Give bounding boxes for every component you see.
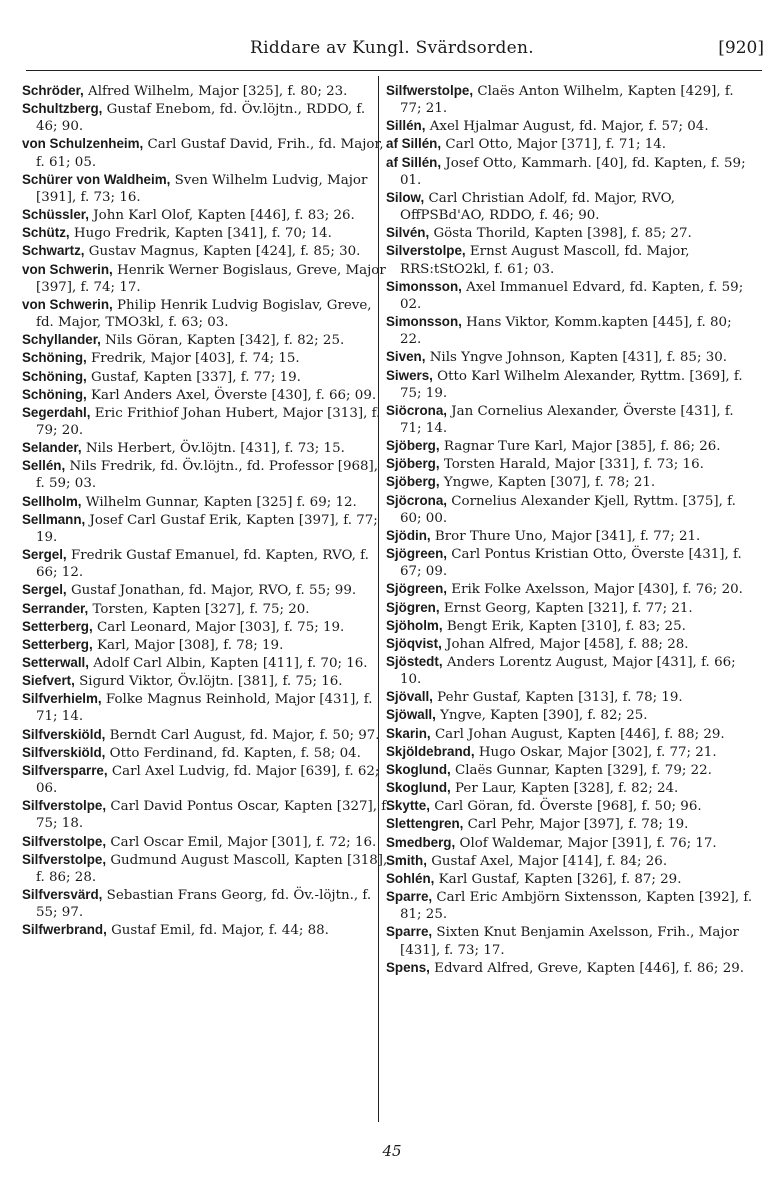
register-entry bbox=[386, 653, 754, 688]
register-entry bbox=[386, 117, 754, 135]
entry-details: John Karl Olof, Kapten [446], f. 83; 26. bbox=[93, 208, 355, 224]
entry-details: Gustaf Jonathan, fd. Major, RVO, f. 55; 99. bbox=[70, 583, 357, 599]
register-entry bbox=[386, 761, 754, 779]
running-title: Riddare av Kungl. Svärdsorden. bbox=[250, 38, 534, 58]
entry-surname: Schöning, bbox=[22, 386, 87, 402]
register-entry bbox=[386, 834, 754, 852]
entry-details: Ernst Georg, Kapten [321], f. 77; 21. bbox=[443, 600, 693, 616]
entry-surname: Silfverskiöld, bbox=[22, 726, 106, 742]
entry-surname: Sjöholm, bbox=[386, 617, 443, 633]
entry-details: Nils Herbert, Öv.löjtn. [431], f. 73; 15. bbox=[85, 441, 345, 457]
entry-details: Sebastian Frans Georg, fd. Öv.-löjtn., f. 55; 97. bbox=[36, 888, 372, 921]
register-entry bbox=[22, 511, 390, 546]
register-entry bbox=[22, 296, 390, 331]
entry-details: Carl Christian Adolf, fd. Major, RVO, OffPSBd'AO, RDDO, f. 46; 90. bbox=[400, 190, 676, 224]
entry-details: Cornelius Alexander Kjell, Ryttm. [375], f. 60; 00. bbox=[400, 493, 736, 526]
entry-surname: af Sillén, bbox=[386, 136, 442, 152]
entry-surname: Sparre, bbox=[386, 889, 433, 905]
entry-surname: Sergel, bbox=[22, 582, 67, 598]
entry-surname: Sjögren, bbox=[386, 599, 440, 615]
register-entry bbox=[22, 386, 390, 404]
entry-surname: Sjöqvist, bbox=[386, 635, 442, 651]
entry-surname: Silvén, bbox=[386, 225, 430, 241]
entry-surname: von Schwerin, bbox=[22, 261, 113, 277]
entry-surname: von Schulzenheim, bbox=[22, 136, 144, 152]
register-entry bbox=[22, 762, 390, 797]
register-entry bbox=[22, 744, 390, 762]
register-entry bbox=[386, 437, 754, 455]
entry-surname: Sjögreen, bbox=[386, 581, 448, 597]
register-entry bbox=[22, 242, 390, 260]
register-entry bbox=[386, 135, 754, 153]
left-column bbox=[22, 82, 390, 940]
entry-details: Olof Waldemar, Major [391], f. 76; 17. bbox=[459, 835, 717, 851]
entry-details: Karl Gustaf, Kapten [326], f. 87; 29. bbox=[438, 871, 682, 887]
register-entry bbox=[386, 313, 754, 348]
entry-details: Yngwe, Kapten [307], f. 78; 21. bbox=[443, 475, 656, 491]
entry-details: Gustaf, Kapten [337], f. 77; 19. bbox=[90, 369, 301, 385]
register-entry bbox=[22, 672, 390, 690]
register-entry bbox=[22, 331, 390, 349]
register-entry bbox=[386, 545, 754, 580]
right-column bbox=[386, 82, 754, 977]
entry-details: Otto Karl Wilhelm Alexander, Ryttm. [369], f. 75; 19. bbox=[400, 368, 743, 401]
register-entry bbox=[386, 888, 754, 923]
register-entry bbox=[22, 171, 390, 206]
entry-details: Johan Alfred, Major [458], f. 88; 28. bbox=[446, 636, 689, 652]
entry-surname: Skoglund, bbox=[386, 780, 451, 796]
entry-details: Gustaf Emil, fd. Major, f. 44; 88. bbox=[111, 923, 329, 939]
register-entry bbox=[22, 921, 390, 939]
entry-details: Berndt Carl August, fd. Major, f. 50; 97. bbox=[109, 727, 380, 743]
entry-surname: Sjövall, bbox=[386, 689, 433, 705]
entry-surname: Serrander, bbox=[22, 600, 89, 616]
register-entry bbox=[22, 206, 390, 224]
entry-details: Gustaf Enebom, fd. Öv.löjtn., RDDO, f. 46; 90. bbox=[36, 102, 366, 135]
entry-surname: Skarin, bbox=[386, 725, 431, 741]
entry-surname: Silfwerbrand, bbox=[22, 922, 107, 938]
entry-details: Pehr Gustaf, Kapten [313], f. 78; 19. bbox=[437, 690, 683, 706]
entry-details: Carl Pehr, Major [397], f. 78; 19. bbox=[467, 817, 689, 833]
register-entry bbox=[22, 82, 390, 100]
entry-surname: Setterberg, bbox=[22, 636, 93, 652]
entry-details: Ragnar Ture Karl, Major [385], f. 86; 26. bbox=[443, 439, 721, 455]
register-entry bbox=[386, 870, 754, 888]
register-entry bbox=[22, 135, 390, 170]
register-entry bbox=[22, 600, 390, 618]
entry-surname: Smith, bbox=[386, 852, 427, 868]
register-entry bbox=[22, 618, 390, 636]
entry-surname: Simonsson, bbox=[386, 278, 462, 294]
entry-surname: Sjöstedt, bbox=[386, 654, 443, 669]
register-entry bbox=[386, 743, 754, 761]
register-entry bbox=[386, 278, 754, 313]
register-entry bbox=[386, 688, 754, 706]
entry-surname: Silfverstolpe, bbox=[22, 833, 107, 849]
register-entry bbox=[386, 725, 754, 743]
register-entry bbox=[22, 404, 390, 439]
register-entry bbox=[386, 815, 754, 833]
entry-surname: Siöcrona, bbox=[386, 402, 448, 418]
register-entry bbox=[386, 154, 754, 189]
entry-details: Fredrik Gustaf Emanuel, fd. Kapten, RVO, f. 66; 12. bbox=[36, 548, 369, 581]
register-entry bbox=[22, 690, 390, 725]
register-entry bbox=[386, 455, 754, 473]
register-entry bbox=[386, 492, 754, 527]
register-entry bbox=[22, 654, 390, 672]
register-entry bbox=[386, 617, 754, 635]
entry-surname: Simonsson, bbox=[386, 314, 462, 330]
entry-details: Claës Anton Wilhelm, Kapten [429], f. 77; 21. bbox=[400, 84, 734, 117]
entry-surname: Setterberg, bbox=[22, 618, 93, 634]
entry-surname: Silfverskiöld, bbox=[22, 744, 106, 760]
entry-details: Hugo Fredrik, Kapten [341], f. 70; 14. bbox=[73, 226, 332, 242]
entry-surname: Sellén, bbox=[22, 458, 66, 474]
column-divider bbox=[378, 76, 379, 1122]
register-entry bbox=[386, 348, 754, 366]
entry-details: Nils Fredrik, fd. Öv.löjtn., fd. Professor [968], f. 59; 03. bbox=[36, 459, 378, 492]
entry-details: Carl Oscar Emil, Major [301], f. 72; 16. bbox=[110, 834, 377, 850]
register-entry bbox=[22, 457, 390, 492]
entry-details: Carl Gustaf David, Frih., fd. Major, f. 61; 05. bbox=[36, 137, 384, 170]
entry-surname: Silfverhielm, bbox=[22, 691, 102, 707]
entry-surname: Silfwerstolpe, bbox=[386, 83, 474, 98]
entry-surname: Sellholm, bbox=[22, 493, 82, 509]
register-entry bbox=[386, 580, 754, 598]
entry-details: Fredrik, Major [403], f. 74; 15. bbox=[90, 351, 300, 367]
entry-surname: Sjöberg, bbox=[386, 456, 440, 472]
page-number: 45 bbox=[382, 1142, 402, 1160]
register-entry bbox=[22, 261, 390, 296]
register-entry bbox=[22, 224, 390, 242]
entry-surname: Siefvert, bbox=[22, 673, 75, 689]
entry-details: Nils Göran, Kapten [342], f. 82; 25. bbox=[105, 333, 345, 349]
entry-surname: Schüssler, bbox=[22, 207, 89, 223]
entry-details: Alfred Wilhelm, Major [325], f. 80; 23. bbox=[88, 84, 348, 99]
entry-surname: Sergel, bbox=[22, 547, 67, 563]
entry-details: Eric Frithiof Johan Hubert, Major [313], f. 79; 20. bbox=[36, 405, 381, 438]
entry-details: Henrik Werner Bogislaus, Greve, Major [397], f. 74; 17. bbox=[36, 262, 386, 295]
register-entry bbox=[386, 82, 754, 117]
entry-surname: Sjöwall, bbox=[386, 707, 436, 723]
register-entry bbox=[386, 959, 754, 977]
page-header bbox=[20, 38, 764, 64]
entry-surname: Setterwall, bbox=[22, 655, 89, 670]
entry-details: Nils Yngve Johnson, Kapten [431], f. 85; 30. bbox=[429, 350, 728, 366]
entry-details: Carl Eric Ambjörn Sixtensson, Kapten [392], f. 81; 25. bbox=[400, 890, 753, 923]
register-entry bbox=[386, 367, 754, 402]
register-entry bbox=[386, 402, 754, 437]
register-entry bbox=[386, 923, 754, 958]
entry-surname: Sohlén, bbox=[386, 870, 435, 886]
register-entry bbox=[386, 797, 754, 815]
register-entry bbox=[22, 581, 390, 599]
entry-details: Josef Otto, Kammarh. [40], fd. Kapten, f. 59; 01. bbox=[400, 155, 746, 188]
entry-surname: Schultzberg, bbox=[22, 101, 103, 117]
register-entry bbox=[22, 833, 390, 851]
entry-surname: Spens, bbox=[386, 959, 430, 975]
entry-details: Torsten Harald, Major [331], f. 73; 16. bbox=[443, 457, 704, 473]
page-reference: [920] bbox=[718, 38, 764, 58]
entry-details: Sigurd Viktor, Öv.löjtn. [381], f. 75; 16. bbox=[79, 674, 343, 690]
entry-details: Carl Axel Ludvig, fd. Major [639], f. 62; 06. bbox=[36, 763, 380, 797]
entry-details: Karl Anders Axel, Överste [430], f. 66; 09. bbox=[90, 387, 377, 403]
header-rule bbox=[26, 70, 762, 71]
register-entry bbox=[22, 726, 390, 744]
entry-details: Hans Viktor, Komm.kapten [445], f. 80; 22. bbox=[400, 315, 732, 348]
entry-surname: Schütz, bbox=[22, 225, 70, 241]
register-entry bbox=[22, 439, 390, 457]
register-entry bbox=[386, 599, 754, 617]
entry-details: Per Laur, Kapten [328], f. 82; 24. bbox=[454, 781, 679, 797]
entry-surname: Siwers, bbox=[386, 367, 433, 383]
entry-surname: Silfversvärd, bbox=[22, 887, 103, 903]
entry-details: Carl Otto, Major [371], f. 71; 14. bbox=[445, 137, 667, 153]
entry-surname: af Sillén, bbox=[386, 154, 442, 170]
entry-surname: Schwartz, bbox=[22, 243, 85, 259]
entry-surname: Silow, bbox=[386, 189, 425, 205]
entry-surname: Silfverstolpe, bbox=[22, 851, 107, 867]
entry-details: Wilhelm Gunnar, Kapten [325] f. 69; 12. bbox=[85, 494, 357, 510]
entry-surname: von Schwerin, bbox=[22, 296, 113, 312]
entry-details: Bror Thure Uno, Major [341], f. 77; 21. bbox=[434, 528, 701, 544]
entry-details: Edvard Alfred, Greve, Kapten [446], f. 86; 29. bbox=[434, 960, 745, 976]
entry-details: Josef Carl Gustaf Erik, Kapten [397], f. 77; 19. bbox=[36, 512, 378, 545]
entry-details: Anders Lorentz August, Major [431], f. 66; 10. bbox=[400, 655, 736, 688]
entry-details: Carl Johan August, Kapten [446], f. 88; 29. bbox=[434, 726, 725, 742]
entry-surname: Sjöberg, bbox=[386, 438, 440, 454]
entry-surname: Sparre, bbox=[386, 924, 433, 940]
entry-surname: Skjöldebrand, bbox=[386, 743, 475, 759]
entry-details: Torsten, Kapten [327], f. 75; 20. bbox=[92, 601, 310, 617]
entry-surname: Silverstolpe, bbox=[386, 243, 466, 259]
register-entry bbox=[22, 886, 390, 921]
register-entry bbox=[22, 100, 390, 135]
entry-surname: Sellmann, bbox=[22, 511, 86, 527]
register-entry bbox=[386, 242, 754, 277]
entry-surname: Sjöcrona, bbox=[386, 492, 448, 508]
register-entry bbox=[22, 636, 390, 654]
entry-details: Hugo Oskar, Major [302], f. 77; 21. bbox=[478, 744, 717, 760]
register-entry bbox=[386, 473, 754, 491]
entry-surname: Skytte, bbox=[386, 798, 430, 814]
register-entry bbox=[22, 851, 390, 886]
entry-details: Gustav Magnus, Kapten [424], f. 85; 30. bbox=[88, 244, 361, 260]
register-entry bbox=[386, 189, 754, 224]
register-entry bbox=[386, 527, 754, 545]
entry-details: Erik Folke Axelsson, Major [430], f. 76; 20. bbox=[451, 582, 743, 598]
entry-details: Otto Ferdinand, fd. Kapten, f. 58; 04. bbox=[109, 745, 361, 761]
entry-surname: Schröder, bbox=[22, 83, 84, 98]
entry-surname: Selander, bbox=[22, 440, 82, 456]
entry-details: Karl, Major [308], f. 78; 19. bbox=[96, 637, 284, 653]
register-entry bbox=[386, 852, 754, 870]
entry-details: Adolf Carl Albin, Kapten [411], f. 70; 16. bbox=[93, 656, 368, 671]
entry-surname: Silfversparre, bbox=[22, 762, 108, 778]
register-entry bbox=[22, 797, 390, 832]
entry-details: Carl David Pontus Oscar, Kapten [327], f. 75; 18. bbox=[36, 799, 390, 832]
entry-details: Philip Henrik Ludvig Bogislav, Greve, fd. Major, TMO3kl, f. 63; 03. bbox=[36, 297, 372, 331]
entry-details: Yngve, Kapten [390], f. 82; 25. bbox=[440, 708, 648, 724]
entry-details: Axel Immanuel Edvard, fd. Kapten, f. 59; 02. bbox=[400, 279, 744, 312]
entry-surname: Sillén, bbox=[386, 118, 426, 134]
register-entry bbox=[22, 368, 390, 386]
entry-surname: Skoglund, bbox=[386, 761, 451, 777]
register-entry bbox=[386, 635, 754, 653]
entry-details: Carl Leonard, Major [303], f. 75; 19. bbox=[96, 619, 345, 635]
entry-details: Axel Hjalmar August, fd. Major, f. 57; 04. bbox=[429, 119, 709, 135]
entry-details: Carl Göran, fd. Överste [968], f. 50; 96. bbox=[434, 799, 702, 815]
entry-details: Sven Wilhelm Ludvig, Major [391], f. 73; 16. bbox=[36, 172, 368, 205]
entry-details: Jan Cornelius Alexander, Överste [431], f. 71; 14. bbox=[400, 403, 734, 436]
entry-surname: Schöning, bbox=[22, 350, 87, 366]
entry-details: Gudmund August Mascoll, Kapten [318], f. 86; 28. bbox=[36, 852, 388, 885]
entry-details: Sixten Knut Benjamin Axelsson, Frih., Major [431], f. 73; 17. bbox=[400, 925, 739, 958]
register-entry bbox=[22, 493, 390, 511]
entry-surname: Siven, bbox=[386, 349, 426, 365]
entry-details: Folke Magnus Reinhold, Major [431], f. 71; 14. bbox=[36, 692, 373, 725]
entry-surname: Slettengren, bbox=[386, 816, 464, 832]
entry-details: Claës Gunnar, Kapten [329], f. 79; 22. bbox=[454, 762, 712, 778]
entry-surname: Sjödin, bbox=[386, 527, 431, 543]
entry-surname: Segerdahl, bbox=[22, 404, 91, 420]
register-entry bbox=[22, 349, 390, 367]
entry-surname: Sjöberg, bbox=[386, 474, 440, 490]
entry-details: Gustaf Axel, Major [414], f. 84; 26. bbox=[431, 853, 668, 869]
register-entry bbox=[386, 706, 754, 724]
entry-details: Carl Pontus Kristian Otto, Överste [431], f. 67; 09. bbox=[400, 547, 742, 580]
register-entry bbox=[386, 224, 754, 242]
entry-surname: Schürer von Waldheim, bbox=[22, 171, 171, 187]
register-entry bbox=[22, 546, 390, 581]
entry-details: Gösta Thorild, Kapten [398], f. 85; 27. bbox=[433, 226, 692, 242]
entry-surname: Schyllander, bbox=[22, 332, 101, 348]
entry-details: Ernst August Mascoll, fd. Major, RRS:tStO2kl, f. 61; 03. bbox=[400, 244, 690, 277]
entry-surname: Smedberg, bbox=[386, 834, 456, 850]
entry-surname: Sjögreen, bbox=[386, 546, 448, 562]
entry-details: Bengt Erik, Kapten [310], f. 83; 25. bbox=[446, 618, 686, 634]
entry-surname: Silfverstolpe, bbox=[22, 798, 107, 814]
entry-surname: Schöning, bbox=[22, 368, 87, 384]
register-entry bbox=[386, 779, 754, 797]
